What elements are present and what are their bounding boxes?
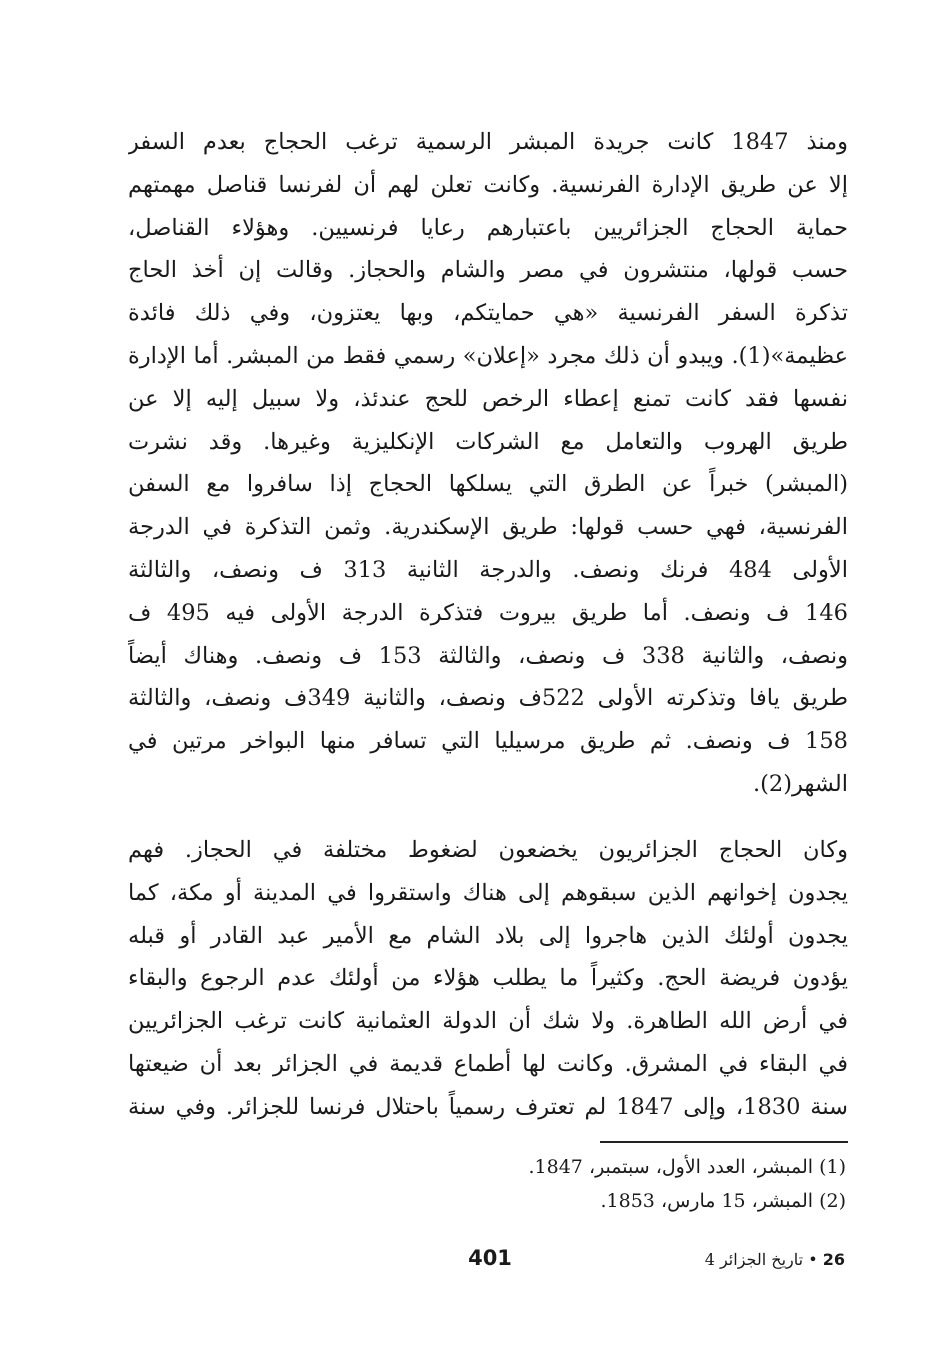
text-line: 158 ف ونصف. ثم طريق مرسيليا التي تسافر منها البواخر مرتين في — [128, 728, 848, 755]
text-line: 146 ف ونصف. أما طريق بيروت فتذكرة الدرجة الأولى فيه 495 ف — [128, 599, 848, 626]
running-footer — [640, 1250, 845, 1269]
text-line: طريق يافا وتذكرته الأولى 522ف ونصف، والثانية 349ف ونصف، والثالثة — [128, 685, 848, 712]
text-line: عظيمة»(1). ويبدو أن ذلك مجرد «إعلان» رسمي فقط من المبشر. أما الإدارة — [128, 342, 848, 369]
text-line: (المبشر) خبراً عن الطرق التي يسلكها الحجاج إذا سافروا مع السفن — [128, 471, 848, 498]
text-line: في أرض الله الطاهرة. ولا شك أن الدولة العثمانية كانت ترغب الجزائريين — [128, 1008, 848, 1035]
text-line: ومنذ 1847 كانت جريدة المبشر الرسمية ترغب الحجاج بعدم السفر — [128, 129, 848, 155]
text-line: تذكرة السفر الفرنسية «هي حمايتكم، وبها يعتزون، وفي ذلك فائدة — [128, 300, 848, 327]
footnote-separator — [600, 1141, 848, 1143]
text-line: الأولى 484 فرنك ونصف. والدرجة الثانية 313 ف ونصف، والثالثة — [128, 556, 848, 583]
text-line: في البقاء في المشرق. وكانت لها أطماع قديمة في الجزائر بعد أن ضيعتها — [128, 1050, 848, 1077]
text-line: حسب قولها، منتشرون في مصر والشام والحجاز. وقالت إن أخذ الحاج — [128, 257, 848, 284]
text-line: يجدون أولئك الذين هاجروا إلى بلاد الشام مع الأمير عبد القادر أو قبله — [128, 922, 848, 949]
signature-number: 26 — [822, 1250, 845, 1269]
text-line: الفرنسية، فهي حسب قولها: طريق الإسكندرية. وثمن التذكرة في الدرجة — [128, 514, 848, 541]
bullet-icon: • — [808, 1250, 818, 1269]
text-line: وكان الحجاج الجزائريون يخضعون لضغوط مختلفة في الحجاز. فهم — [128, 837, 848, 863]
text-line: يؤدون فريضة الحج. وكثيراً ما يطلب هؤلاء من أولئك عدم الرجوع والبقاء — [128, 965, 848, 992]
page-number: 401 — [468, 1246, 512, 1270]
paragraph-2 — [128, 829, 848, 1129]
footnotes — [128, 1150, 846, 1218]
text-line: حماية الحجاج الجزائريين باعتبارهم رعايا فرنسيين. وهؤلاء القناصل، — [128, 214, 848, 241]
text-line: طريق الهروب والتعامل مع الشركات الإنكليزية وغيرها. وقد نشرت — [128, 428, 848, 455]
text-line: سنة 1830، وإلى 1847 لم تعترف رسمياً باحتلال فرنسا للجزائر. وفي سنة — [128, 1093, 848, 1120]
paragraph-1 — [128, 121, 848, 806]
footnote-1: (1) المبشر، العدد الأول، سبتمبر، 1847. — [528, 1156, 846, 1178]
text-line: إلا عن طريق الإدارة الفرنسية. وكانت تعلن لهم أن لفرنسا قناصل مهمتهم — [128, 171, 848, 198]
text-line: الشهر(2). — [752, 770, 848, 797]
footnote-2: (2) المبشر، 15 مارس، 1853. — [600, 1190, 846, 1212]
text-line: ونصف، والثانية 338 ف ونصف، والثالثة 153 ف ونصف. وهناك أيضاً — [128, 642, 848, 669]
book-title: تاريخ الجزائر 4 — [704, 1250, 804, 1269]
text-line: يجدون إخوانهم الذين سبقوهم إلى هناك واستقروا في المدينة أو مكة، كما — [128, 879, 848, 906]
text-line: نفسها فقد كانت تمنع إعطاء الرخص للحج عندئذ، ولا سبيل إليه إلا عن — [128, 385, 848, 412]
